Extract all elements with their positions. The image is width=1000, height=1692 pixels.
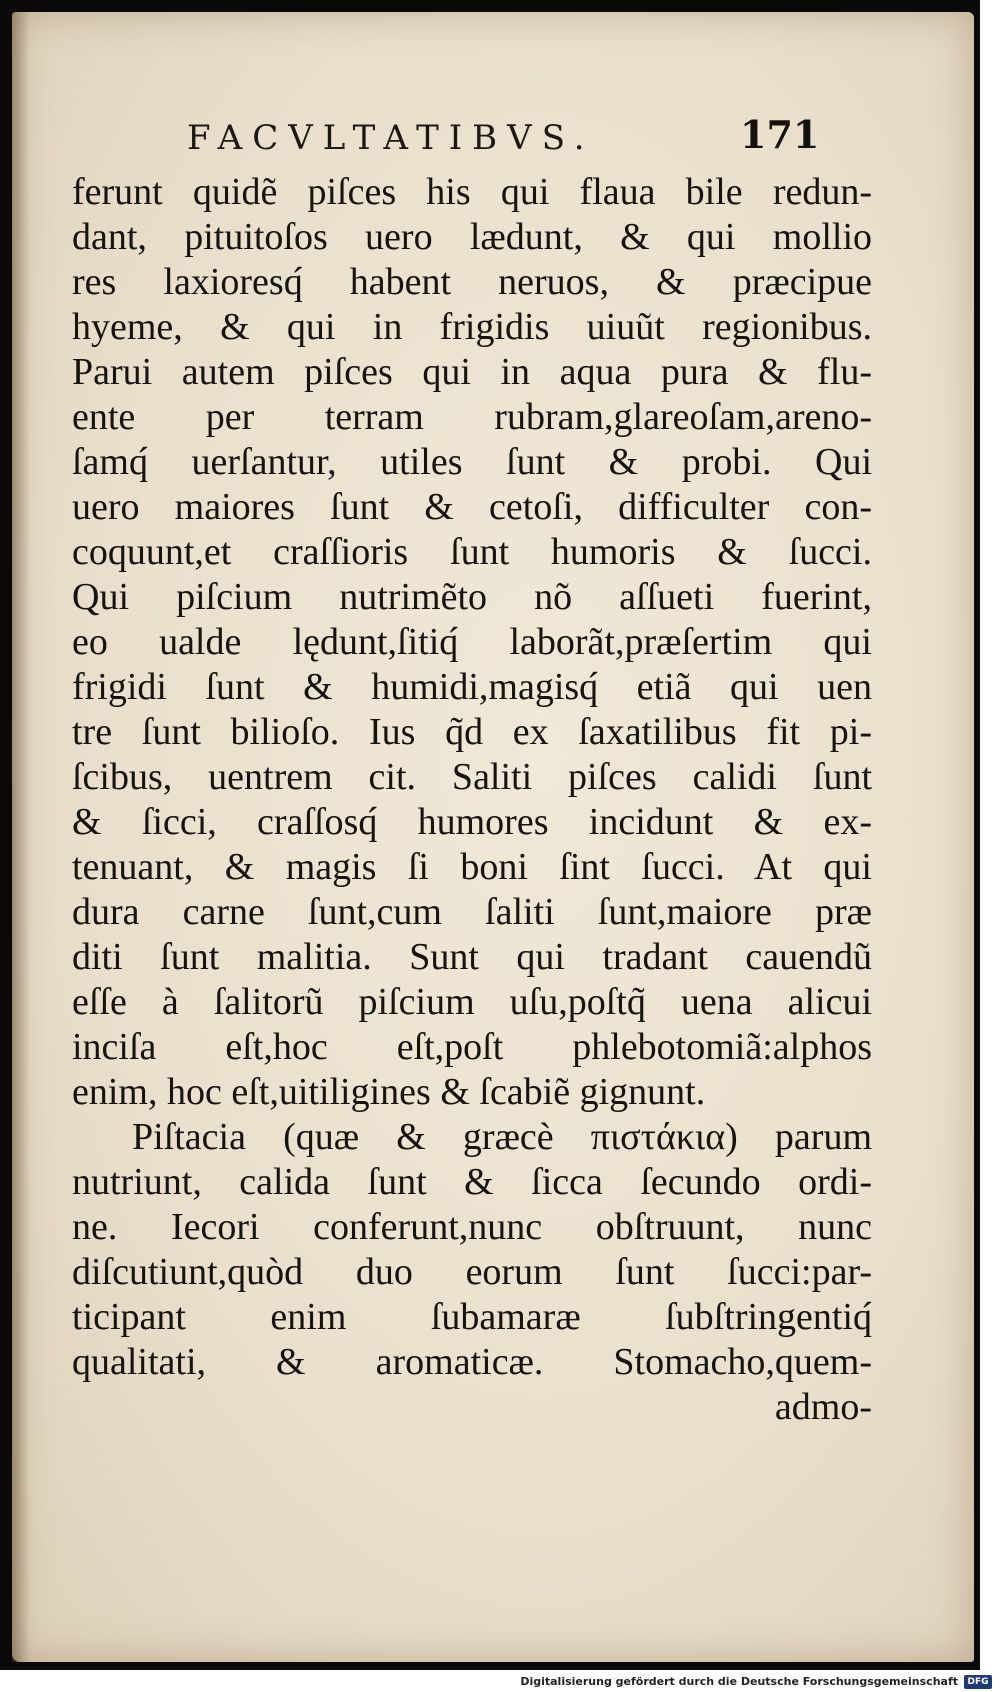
text-line: ne. Iecori conferunt,nunc obſtruunt, nunc: [72, 1206, 872, 1248]
text-line: tenuant, & magis ſi boni ſint ſucci. At qui: [72, 846, 872, 888]
text-line: enim, hoc eſt,uitiligines & ſcabiẽ gignunt.: [72, 1071, 706, 1113]
text-line: uero maiores ſunt & cetoſi, difficulter con-: [72, 486, 872, 528]
page-number: 171: [740, 112, 820, 157]
book-page: [12, 12, 974, 1662]
text-line: hyeme, & qui in frigidis uiuũt regionibus.: [72, 306, 872, 348]
text-line: diſcutiunt,quòd duo eorum ſunt ſucci:par-: [72, 1251, 872, 1293]
text-line: diti ſunt malitia. Sunt qui tradant cauendũ: [72, 936, 872, 978]
catchword: admo-: [774, 1386, 872, 1428]
paragraph-start-line: Piſtacia (quæ & græcè πιστάκια) parum: [132, 1116, 872, 1158]
text-line: coquunt,et craſſioris ſunt humoris & ſucci.: [72, 531, 872, 573]
funding-credit: Digitalisierung gefördert durch die Deutsche Forschungsgemeinschaft: [520, 1675, 958, 1688]
text-line: ſcibus, uentrem cit. Saliti piſces calidi ſunt: [72, 756, 872, 798]
dfg-logo: DFG: [964, 1675, 992, 1689]
text-line: res laxioresq́ habent neruos, & præcipue: [72, 261, 872, 303]
text-line: eo ualde lędunt,ſitiq́ laborãt,præſertim qui: [72, 621, 872, 663]
text-line: qualitati, & aromaticæ. Stomacho,quem-: [72, 1341, 872, 1383]
text-line: ſamq́ uerſantur, utiles ſunt & probi. Qui: [72, 441, 872, 483]
body-text: [72, 170, 872, 1430]
text-line: inciſa eſt,hoc eſt,poſt phlebotomiã:alphos: [72, 1026, 872, 1068]
text-line: & ſicci, craſſosq́ humores incidunt & ex-: [72, 801, 872, 843]
text-line: ente per terram rubram,glareoſam,areno-: [72, 396, 872, 438]
text-line: frigidi ſunt & humidi,magisq́ etiã qui uen: [72, 666, 872, 708]
text-line: tre ſunt bilioſo. Ius q̃d ex ſaxatilibus fit pi-: [72, 711, 872, 753]
text-line: Parui autem piſces qui in aqua pura & flu-: [72, 351, 872, 393]
text-line: dant, pituitoſos uero lædunt, & qui mollio: [72, 216, 872, 258]
running-head: FACVLTATIBVS.: [187, 118, 595, 158]
text-line: eſſe à ſalitorũ piſcium uſu,poſtq̃ uena alicui: [72, 981, 872, 1023]
footer-bar: [0, 1672, 1000, 1692]
text-line: dura carne ſunt,cum ſaliti ſunt,maiore præ: [72, 891, 872, 933]
page-header: [12, 112, 974, 162]
text-line: nutriunt, calida ſunt & ſicca ſecundo ordi-: [72, 1161, 872, 1203]
text-line: ferunt quidẽ piſces his qui flaua bile redun-: [72, 171, 872, 213]
page-gutter-shadow: [12, 12, 30, 1662]
text-line: Qui piſcium nutrimẽto nõ aſſueti fuerint,: [72, 576, 872, 618]
text-line: ticipant enim ſubamaræ ſubſtringentiq́: [72, 1296, 872, 1338]
